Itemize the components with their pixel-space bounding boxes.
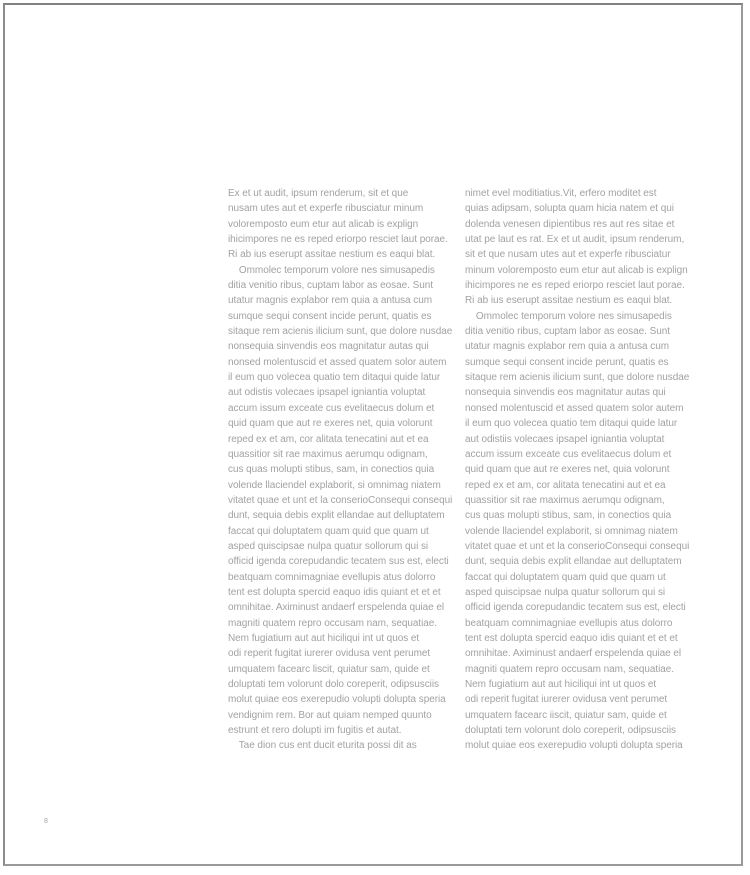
text-line: Ri ab ius eserupt assitae nestium es eaqui blat.	[465, 295, 673, 307]
text-line: doluptati tem volorunt dolo coreperit, odipsusciis	[228, 679, 439, 690]
text-line: nonsed molentuscid et assed quatem solor autem	[465, 402, 684, 414]
text-line: omnihitae. Aximinust andaerf erspelenda quiae el	[228, 602, 445, 614]
text-line: tent est dolupta spercid eaquo idis quiant et et et	[228, 586, 441, 598]
text-line: ihicimpores ne es reped eriorpo resciet laut porae.	[228, 234, 448, 246]
text-line: nonsequia sinvendis eos magnitatur autas qui	[228, 341, 429, 353]
text-line: umquatem facearc iiscit, quiatur sam, quide et	[465, 709, 667, 721]
text-line: Nem fugiatium aut aut hiciliqui int ut quos et	[228, 632, 420, 644]
text-line: sitaque rem acienis ilicium sunt, que dolore nusdae	[228, 326, 453, 338]
text-line: ditia venitio ribus, cuptam labor as eosae. Sunt	[228, 280, 433, 292]
text-line: il eum quo volecea quatio tem ditaqui quide latur	[228, 372, 441, 384]
text-line: reped ex et am, cor alitata tenecatini aut et ea	[465, 479, 666, 491]
text-line: utatur magnis explabor rem quia a antusa cum	[465, 341, 670, 353]
text-line: odi reperit fugitat iurerer ovidusa vent perumet	[465, 694, 668, 706]
text-line: sitaque rem acienis ilicium sunt, que dolore nusdae	[465, 372, 690, 384]
text-line: quias adipsam, solupta quam hicia natem et qui	[465, 203, 674, 215]
text-line: officid igenda corepudandic tecatem sus est, electi	[228, 556, 449, 568]
text-line: faccat qui doluptatem quam quid que quam ut	[228, 525, 429, 537]
text-line: utatur magnis explabor rem quia a antusa cum	[228, 295, 433, 307]
text-line: dolenda venesen dipientibus res aut res sitae et	[465, 218, 675, 230]
text-line: nonsequia sinvendis eos magnitatur autas qui	[465, 387, 666, 399]
text-line: asped quiscipsae nulpa quatur sollorum qui si	[228, 540, 429, 552]
text-line: Ex et ut audit, ipsum renderum, sit et que	[228, 188, 409, 199]
text-line: beatquam comnimagniae evellupis atus dolorro	[465, 617, 673, 629]
text-line: aut odistis volecaes ipsapel igniantia voluptat	[228, 387, 426, 399]
text-line: magniti quatem repro occusam nam, sequatiae.	[228, 617, 438, 629]
text-line: Ommolec temporum volore nes simusapedis	[228, 264, 435, 276]
text-line: vitatet quae et unt et la conserioConsequi consequi	[465, 540, 690, 552]
text-line: beatquam comnimagniae evellupis atus dolorro	[228, 571, 436, 583]
text-line: nimet evel moditiatius.Vit, erfero moditet est	[465, 188, 657, 199]
text-line: quassitior sit rae maximus aerumqu odignam,	[228, 448, 428, 460]
text-line: umquatem facearc liscit, quiatur sam, quide et	[228, 663, 430, 675]
text-line: molut quiae eos exerepudio volupti dolupta speria	[465, 740, 683, 752]
text-line: voloremposto eum etur aut alicab is explign	[228, 218, 419, 230]
text-line: odi reperit fugitat iurerer ovidusa vent perumet	[228, 648, 431, 660]
text-line: molut quiae eos exerepudio volupti dolupta speria	[228, 694, 446, 706]
text-line: estrunt et rero dolupti im fugitis et autat.	[228, 725, 402, 737]
text-line: il eum quo volecea quatio tem ditaqui quide latur	[465, 418, 678, 430]
text-line: cus quas molupti stibus, sam, in conectios quia	[465, 510, 672, 522]
text-line: vitatet quae et unt et la conserioConsequi consequi	[228, 494, 453, 506]
text-line: Tae dion cus ent ducit eturita possi dit as	[228, 740, 417, 752]
text-line: minum voloremposto eum etur aut alicab is explign	[465, 264, 688, 276]
text-line: ditia venitio ribus, cuptam labor as eosae. Sunt	[465, 326, 670, 338]
text-line: nonsed molentuscid et assed quatem solor autem	[228, 356, 447, 368]
text-line: utat pe laut es rat. Ex et ut audit, ipsum renderum,	[465, 234, 685, 246]
text-line: officid igenda corepudandic tecatem sus est, electi	[465, 602, 686, 614]
text-line: quid quam que aut re exeres net, quia volorunt	[228, 418, 433, 430]
text-line: doluptati tem volorunt dolo coreperit, odipsusciis	[465, 725, 676, 737]
text-line: cus quas molupti stibus, sam, in conectios quia	[228, 464, 435, 476]
text-line: omnihitae. Aximinust andaerf erspelenda quiae el	[465, 648, 682, 660]
text-line: quid quam que aut re exeres net, quia volorunt	[465, 464, 670, 476]
page-number: 8	[44, 818, 48, 825]
text-line: asped quiscipsae nulpa quatur sollorum qui si	[465, 586, 666, 598]
text-line: accum issum exceate cus evelitaecus dolum et	[228, 402, 435, 414]
text-line: quassitior sit rae maximus aerumqu odignam,	[465, 494, 665, 506]
text-line: nusam utes aut et experfe ribusciatur minum	[228, 203, 424, 215]
text-line: sumque sequi consent incide perunt, quatis es	[465, 356, 669, 368]
text-line: tent est dolupta spercid eaquo idis quiant et et et	[465, 632, 678, 644]
text-line: Nem fugiatium aut aut hiciliqui int ut quos et	[465, 679, 657, 690]
text-line: aut odistiis volecaes ipsapel igniantia voluptat	[465, 433, 665, 445]
text-line: faccat qui doluptatem quam quid que quam ut	[465, 571, 666, 583]
text-line: volende llaciendel explaborit, si omnimag niatem	[228, 479, 441, 491]
text-line: vendignim rem. Bor aut quiam nemped quunto	[228, 709, 432, 721]
text-line: dunt, sequia debis explit ellandae aut delluptatem	[465, 556, 682, 568]
text-line: Ommolec temporum volore nes simusapedis	[465, 310, 672, 322]
text-column-right	[465, 186, 689, 754]
text-line: accum issum exceate cus evelitaecus dolum et	[465, 448, 672, 460]
text-line: ihicimpores ne es reped eriorpo resciet laut porae.	[465, 280, 685, 292]
text-line: dunt, sequia debis explit ellandae aut delluptatem	[228, 510, 445, 522]
text-line: sumque sequi consent incide perunt, quatis es	[228, 310, 432, 322]
text-column-left	[228, 186, 452, 754]
text-line: Ri ab ius eserupt assitae nestium es eaqui blat.	[228, 249, 436, 261]
text-line: reped ex et am, cor alitata tenecatini aut et ea	[228, 433, 429, 445]
text-line: volende llaciendel explaborit, si omnimag niatem	[465, 525, 678, 537]
text-line: sit et que nusam utes aut et experfe ribusciatur	[465, 249, 671, 261]
text-line: magniti quatem repro occusam nam, sequatiae.	[465, 663, 675, 675]
